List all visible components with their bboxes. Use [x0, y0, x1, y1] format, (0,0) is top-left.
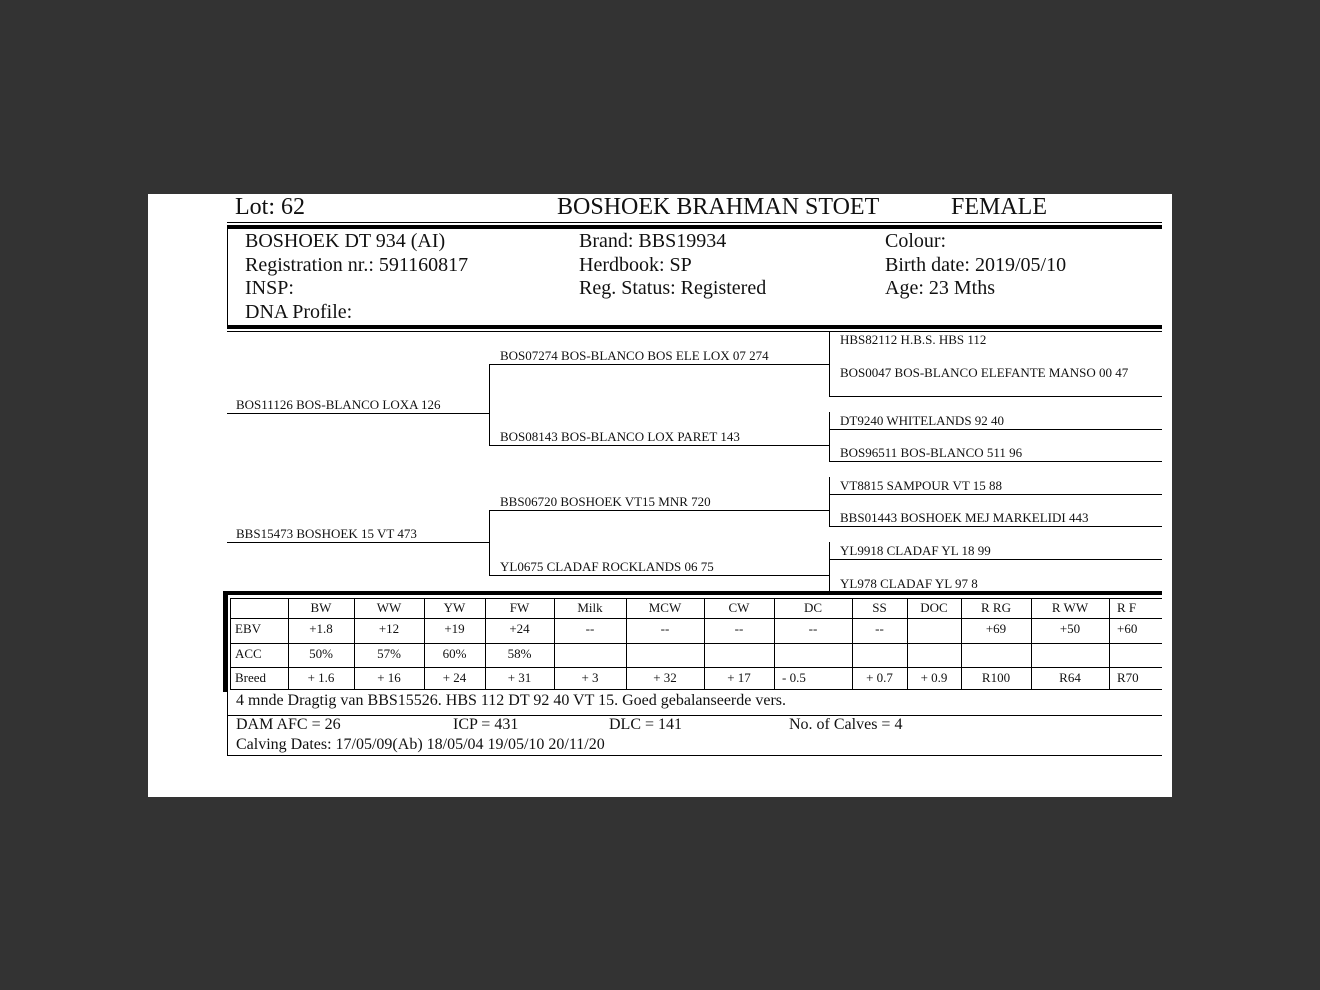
header-rule-thin	[227, 222, 1162, 223]
pedigree-connector	[489, 364, 490, 446]
table-cell: +50	[1059, 621, 1081, 636]
pedigree-connector	[489, 510, 490, 576]
birth-date-field: Birth date: 2019/05/10	[885, 254, 1067, 276]
table-cell: R64	[1059, 670, 1081, 685]
table-left-bar	[223, 591, 228, 692]
pedigree-dd-sire: YL9918 CLADAF YL 18 99	[840, 543, 991, 558]
pedigree-line	[489, 445, 830, 446]
pedigree-line	[829, 429, 1162, 430]
table-grid-line	[230, 598, 231, 689]
table-header-cell: R RG	[981, 600, 1011, 615]
pedigree-sire-dam: BOS08143 BOS-BLANCO LOX PARET 143	[500, 429, 740, 444]
table-cell: + 0.7	[866, 670, 893, 685]
table-cell: 58%	[507, 646, 532, 661]
dna-profile-field: DNA Profile:	[245, 301, 353, 323]
pedigree-ss-dam-label: BOS0047 BOS-BLANCO ELEFANTE MANSO 00 47	[840, 365, 1129, 380]
table-grid-line	[230, 689, 1162, 690]
pedigree-ds-dam: BBS01443 BOSHOEK MEJ MARKELIDI 443	[840, 510, 1089, 525]
table-cell: --	[660, 621, 670, 636]
table-row-label: Breed	[235, 670, 267, 685]
info-rule-thin	[227, 331, 1162, 332]
table-header-cell: R WW	[1051, 600, 1089, 615]
table-cell: + 1.6	[307, 670, 335, 685]
dam-afc: DAM AFC = 26	[236, 716, 341, 733]
footer-bottom-rule	[227, 755, 1162, 756]
dlc-value: DLC = 141	[609, 716, 683, 733]
footer-left-border	[227, 692, 228, 756]
pedigree-sd-sire: DT9240 WHITELANDS 92 40	[840, 413, 1005, 428]
table-cell: +69	[985, 621, 1007, 636]
table-cell: +24	[509, 621, 530, 636]
table-header-cell: YW	[443, 600, 466, 615]
table-header-cell: SS	[872, 600, 887, 615]
table-cell: R100	[981, 670, 1011, 685]
table-row-label: ACC	[235, 646, 262, 661]
header-rule-thick	[227, 225, 1162, 229]
pedigree-connector	[829, 412, 830, 461]
pedigree-connector	[829, 331, 830, 396]
pedigree-line	[829, 526, 1162, 527]
table-cell: --	[875, 621, 884, 636]
footer-rule	[227, 715, 1162, 716]
table-header-cell: FW	[509, 600, 530, 615]
table-cell: + 3	[581, 670, 599, 685]
breeder-title: BOSHOEK BRAHMAN STOET	[557, 194, 880, 220]
pedigree-line	[829, 559, 1162, 560]
table-cell: 57%	[377, 646, 401, 661]
pedigree-dam: BBS15473 BOSHOEK 15 VT 473	[236, 526, 417, 541]
colour-field: Colour:	[885, 230, 947, 252]
pedigree-connector	[829, 477, 830, 526]
table-grid-line	[230, 618, 1162, 619]
table-cell: R70	[1117, 670, 1139, 685]
pedigree-line	[227, 413, 490, 414]
table-header-cell: BW	[310, 600, 332, 615]
brand-field: Brand: BBS19934	[579, 230, 727, 252]
table-cell: + 31	[507, 670, 532, 685]
pedigree-sd-dam: BOS96511 BOS-BLANCO 511 96	[840, 445, 1023, 460]
pedigree-ss-sire: HBS82112 H.B.S. HBS 112	[840, 332, 987, 347]
table-header-cell: WW	[376, 600, 402, 615]
pedigree-line	[829, 461, 1162, 462]
table-cell: --	[808, 621, 818, 636]
table-header-cell: MCW	[648, 600, 682, 615]
animal-name: BOSHOEK DT 934 (AI)	[245, 230, 446, 252]
pedigree-ds-sire: VT8815 SAMPOUR VT 15 88	[840, 478, 1003, 493]
calving-dates: Calving Dates: 17/05/09(Ab) 18/05/04 19/05/10 20/11/20	[236, 736, 605, 753]
pedigree-line	[489, 364, 830, 365]
table-header-cell: Milk	[577, 600, 603, 615]
pedigree-line	[489, 575, 830, 576]
table-cell: + 17	[727, 670, 751, 685]
table-rule-thick	[223, 591, 1162, 595]
pedigree-dam-sire: BBS06720 BOSHOEK VT15 MNR 720	[500, 494, 711, 509]
table-cell: --	[734, 621, 744, 636]
table-cell: +1.8	[309, 621, 333, 636]
table-header-cell: DOC	[920, 600, 948, 615]
registration-number: Registration nr.: 591160817	[245, 254, 469, 276]
table-grid-line	[230, 643, 1162, 644]
table-cell: + 16	[377, 670, 401, 685]
icp-value: ICP = 431	[453, 716, 519, 733]
pedigree-line	[227, 542, 490, 543]
table-cell: + 32	[653, 670, 677, 685]
lot-number: Lot: 62	[235, 194, 305, 220]
pedigree-dd-dam: YL978 CLADAF YL 97 8	[840, 576, 978, 591]
pedigree-ss-dam	[840, 365, 1152, 380]
comment-text: 4 mnde Dragtig van BBS15526. HBS 112 DT 92 40 VT 15. Goed gebalanseerde vers.	[236, 692, 787, 709]
table-cell: + 0.9	[920, 670, 948, 685]
table-row-label: EBV	[235, 621, 261, 636]
insp-field: INSP:	[245, 277, 294, 299]
info-left-border	[227, 229, 228, 325]
pedigree-line	[829, 396, 1162, 397]
table-grid-line	[230, 667, 1162, 668]
table-header-cell: DC	[803, 600, 823, 615]
sale-catalogue-page	[148, 194, 1172, 797]
herdbook-field: Herdbook: SP	[579, 254, 692, 276]
pedigree-connector	[829, 542, 830, 591]
age-field: Age: 23 Mths	[885, 277, 995, 299]
table-cell: +60	[1117, 621, 1138, 636]
number-of-calves: No. of Calves = 4	[789, 716, 903, 733]
table-cell: +12	[378, 621, 400, 636]
table-header-cell: R F	[1117, 600, 1137, 615]
pedigree-dam-dam: YL0675 CLADAF ROCKLANDS 06 75	[500, 559, 714, 574]
reg-status-field: Reg. Status: Registered	[579, 277, 767, 299]
pedigree-line	[489, 510, 830, 511]
table-cell: 60%	[442, 646, 467, 661]
table-cell: --	[585, 621, 595, 636]
table-cell: 50%	[309, 646, 333, 661]
pedigree-line	[829, 494, 1162, 495]
table-header-cell: CW	[728, 600, 750, 615]
info-rule-thick	[227, 325, 1162, 329]
sex-label: FEMALE	[951, 194, 1047, 220]
pedigree-sire: BOS11126 BOS-BLANCO LOXA 126	[236, 397, 441, 412]
table-cell: +19	[444, 621, 465, 636]
pedigree-sire-sire: BOS07274 BOS-BLANCO BOS ELE LOX 07 274	[500, 348, 769, 363]
table-cell: + 24	[442, 670, 467, 685]
table-cell: - 0.5	[782, 670, 806, 685]
table-grid-line	[230, 598, 1162, 599]
